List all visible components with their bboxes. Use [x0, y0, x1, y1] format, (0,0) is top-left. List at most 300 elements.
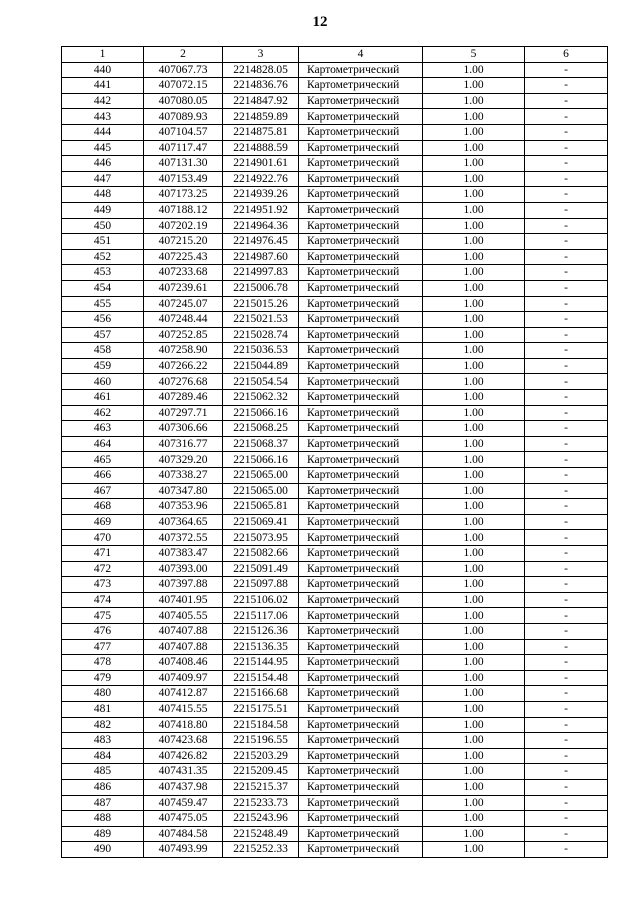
column-header: 5 — [423, 47, 525, 63]
accuracy-cell: 1.00 — [423, 78, 525, 94]
method-cell: Картометрический — [299, 514, 423, 530]
y-coordinate-cell: 2215068.25 — [223, 421, 299, 437]
point-number-cell: 469 — [62, 514, 144, 530]
accuracy-cell: 1.00 — [423, 265, 525, 281]
table-row — [62, 109, 608, 125]
table-row — [62, 608, 608, 624]
table-row — [62, 655, 608, 671]
method-cell: Картометрический — [299, 452, 423, 468]
point-number-cell: 461 — [62, 390, 144, 406]
x-coordinate-cell: 407173.25 — [144, 187, 223, 203]
method-cell: Картометрический — [299, 358, 423, 374]
note-cell: - — [525, 140, 608, 156]
x-coordinate-cell: 407383.47 — [144, 546, 223, 562]
accuracy-cell: 1.00 — [423, 499, 525, 515]
accuracy-cell: 1.00 — [423, 140, 525, 156]
point-number-cell: 473 — [62, 577, 144, 593]
table-row — [62, 249, 608, 265]
y-coordinate-cell: 2215166.68 — [223, 686, 299, 702]
accuracy-cell: 1.00 — [423, 483, 525, 499]
y-coordinate-cell: 2215028.74 — [223, 327, 299, 343]
x-coordinate-cell: 407484.58 — [144, 826, 223, 842]
accuracy-cell: 1.00 — [423, 62, 525, 78]
accuracy-cell: 1.00 — [423, 670, 525, 686]
method-cell: Картометрический — [299, 202, 423, 218]
method-cell: Картометрический — [299, 701, 423, 717]
point-number-cell: 482 — [62, 717, 144, 733]
method-cell: Картометрический — [299, 171, 423, 187]
note-cell: - — [525, 733, 608, 749]
point-number-cell: 451 — [62, 234, 144, 250]
method-cell: Картометрический — [299, 733, 423, 749]
table-row — [62, 530, 608, 546]
note-cell: - — [525, 670, 608, 686]
y-coordinate-cell: 2215117.06 — [223, 608, 299, 624]
x-coordinate-cell: 407372.55 — [144, 530, 223, 546]
y-coordinate-cell: 2214859.89 — [223, 109, 299, 125]
table-row — [62, 62, 608, 78]
accuracy-cell: 1.00 — [423, 733, 525, 749]
y-coordinate-cell: 2214939.26 — [223, 187, 299, 203]
x-coordinate-cell: 407409.97 — [144, 670, 223, 686]
table-row — [62, 343, 608, 359]
table-row — [62, 826, 608, 842]
note-cell: - — [525, 795, 608, 811]
method-cell: Картометрический — [299, 140, 423, 156]
table-body — [62, 62, 608, 857]
y-coordinate-cell: 2215065.00 — [223, 468, 299, 484]
table-row — [62, 779, 608, 795]
x-coordinate-cell: 407426.82 — [144, 748, 223, 764]
note-cell: - — [525, 358, 608, 374]
point-number-cell: 466 — [62, 468, 144, 484]
accuracy-cell: 1.00 — [423, 623, 525, 639]
x-coordinate-cell: 407245.07 — [144, 296, 223, 312]
accuracy-cell: 1.00 — [423, 452, 525, 468]
point-number-cell: 462 — [62, 405, 144, 421]
table-row — [62, 327, 608, 343]
method-cell: Картометрический — [299, 109, 423, 125]
table-row — [62, 577, 608, 593]
y-coordinate-cell: 2215066.16 — [223, 405, 299, 421]
accuracy-cell: 1.00 — [423, 436, 525, 452]
note-cell: - — [525, 124, 608, 140]
accuracy-cell: 1.00 — [423, 655, 525, 671]
note-cell: - — [525, 623, 608, 639]
point-number-cell: 470 — [62, 530, 144, 546]
x-coordinate-cell: 407153.49 — [144, 171, 223, 187]
table-header-row — [62, 47, 608, 63]
x-coordinate-cell: 407475.05 — [144, 811, 223, 827]
point-number-cell: 457 — [62, 327, 144, 343]
point-number-cell: 458 — [62, 343, 144, 359]
y-coordinate-cell: 2215097.88 — [223, 577, 299, 593]
table-row — [62, 78, 608, 94]
accuracy-cell: 1.00 — [423, 109, 525, 125]
table-row — [62, 592, 608, 608]
point-number-cell: 483 — [62, 733, 144, 749]
note-cell: - — [525, 452, 608, 468]
method-cell: Картометрический — [299, 124, 423, 140]
method-cell: Картометрический — [299, 78, 423, 94]
y-coordinate-cell: 2215196.55 — [223, 733, 299, 749]
column-header: 3 — [223, 47, 299, 63]
note-cell: - — [525, 234, 608, 250]
method-cell: Картометрический — [299, 639, 423, 655]
y-coordinate-cell: 2215065.81 — [223, 499, 299, 515]
method-cell: Картометрический — [299, 686, 423, 702]
note-cell: - — [525, 187, 608, 203]
accuracy-cell: 1.00 — [423, 156, 525, 172]
note-cell: - — [525, 202, 608, 218]
point-number-cell: 460 — [62, 374, 144, 390]
method-cell: Картометрический — [299, 779, 423, 795]
point-number-cell: 454 — [62, 280, 144, 296]
y-coordinate-cell: 2215175.51 — [223, 701, 299, 717]
y-coordinate-cell: 2215233.73 — [223, 795, 299, 811]
point-number-cell: 484 — [62, 748, 144, 764]
note-cell: - — [525, 546, 608, 562]
note-cell: - — [525, 374, 608, 390]
note-cell: - — [525, 249, 608, 265]
method-cell: Картометрический — [299, 187, 423, 203]
x-coordinate-cell: 407252.85 — [144, 327, 223, 343]
table-row — [62, 701, 608, 717]
method-cell: Картометрический — [299, 327, 423, 343]
x-coordinate-cell: 407459.47 — [144, 795, 223, 811]
method-cell: Картометрический — [299, 842, 423, 858]
table-row — [62, 187, 608, 203]
table-row — [62, 390, 608, 406]
note-cell: - — [525, 93, 608, 109]
table-row — [62, 436, 608, 452]
table-row — [62, 623, 608, 639]
table-row — [62, 312, 608, 328]
accuracy-cell: 1.00 — [423, 795, 525, 811]
x-coordinate-cell: 407405.55 — [144, 608, 223, 624]
accuracy-cell: 1.00 — [423, 421, 525, 437]
note-cell: - — [525, 312, 608, 328]
table-row — [62, 218, 608, 234]
method-cell: Картометрический — [299, 62, 423, 78]
accuracy-cell: 1.00 — [423, 779, 525, 795]
y-coordinate-cell: 2214997.83 — [223, 265, 299, 281]
table-row — [62, 468, 608, 484]
y-coordinate-cell: 2215044.89 — [223, 358, 299, 374]
x-coordinate-cell: 407258.90 — [144, 343, 223, 359]
accuracy-cell: 1.00 — [423, 468, 525, 484]
x-coordinate-cell: 407407.88 — [144, 623, 223, 639]
accuracy-cell: 1.00 — [423, 530, 525, 546]
note-cell: - — [525, 701, 608, 717]
x-coordinate-cell: 407289.46 — [144, 390, 223, 406]
point-number-cell: 478 — [62, 655, 144, 671]
method-cell: Картометрический — [299, 296, 423, 312]
x-coordinate-cell: 407415.55 — [144, 701, 223, 717]
note-cell: - — [525, 343, 608, 359]
accuracy-cell: 1.00 — [423, 296, 525, 312]
accuracy-cell: 1.00 — [423, 686, 525, 702]
method-cell: Картометрический — [299, 748, 423, 764]
x-coordinate-cell: 407104.57 — [144, 124, 223, 140]
y-coordinate-cell: 2215062.32 — [223, 390, 299, 406]
x-coordinate-cell: 407423.68 — [144, 733, 223, 749]
table-row — [62, 764, 608, 780]
table-row — [62, 202, 608, 218]
table-row — [62, 234, 608, 250]
note-cell: - — [525, 686, 608, 702]
note-cell: - — [525, 639, 608, 655]
point-number-cell: 447 — [62, 171, 144, 187]
note-cell: - — [525, 436, 608, 452]
x-coordinate-cell: 407266.22 — [144, 358, 223, 374]
note-cell: - — [525, 421, 608, 437]
y-coordinate-cell: 2215126.36 — [223, 623, 299, 639]
point-number-cell: 455 — [62, 296, 144, 312]
note-cell: - — [525, 655, 608, 671]
table-row — [62, 546, 608, 562]
point-number-cell: 456 — [62, 312, 144, 328]
method-cell: Картометрический — [299, 390, 423, 406]
point-number-cell: 487 — [62, 795, 144, 811]
point-number-cell: 475 — [62, 608, 144, 624]
y-coordinate-cell: 2215091.49 — [223, 561, 299, 577]
table-row — [62, 358, 608, 374]
accuracy-cell: 1.00 — [423, 405, 525, 421]
y-coordinate-cell: 2215073.95 — [223, 530, 299, 546]
method-cell: Картометрический — [299, 343, 423, 359]
point-number-cell: 472 — [62, 561, 144, 577]
note-cell: - — [525, 405, 608, 421]
method-cell: Картометрический — [299, 811, 423, 827]
y-coordinate-cell: 2214976.45 — [223, 234, 299, 250]
point-number-cell: 488 — [62, 811, 144, 827]
point-number-cell: 476 — [62, 623, 144, 639]
x-coordinate-cell: 407225.43 — [144, 249, 223, 265]
table-row — [62, 124, 608, 140]
y-coordinate-cell: 2214847.92 — [223, 93, 299, 109]
y-coordinate-cell: 2215106.02 — [223, 592, 299, 608]
method-cell: Картометрический — [299, 546, 423, 562]
table-row — [62, 171, 608, 187]
accuracy-cell: 1.00 — [423, 639, 525, 655]
x-coordinate-cell: 407437.98 — [144, 779, 223, 795]
note-cell: - — [525, 811, 608, 827]
table-row — [62, 733, 608, 749]
method-cell: Картометрический — [299, 93, 423, 109]
point-number-cell: 450 — [62, 218, 144, 234]
note-cell: - — [525, 62, 608, 78]
table-row — [62, 374, 608, 390]
accuracy-cell: 1.00 — [423, 124, 525, 140]
accuracy-cell: 1.00 — [423, 561, 525, 577]
accuracy-cell: 1.00 — [423, 312, 525, 328]
x-coordinate-cell: 407188.12 — [144, 202, 223, 218]
accuracy-cell: 1.00 — [423, 358, 525, 374]
x-coordinate-cell: 407408.46 — [144, 655, 223, 671]
y-coordinate-cell: 2215015.26 — [223, 296, 299, 312]
point-number-cell: 442 — [62, 93, 144, 109]
method-cell: Картометрический — [299, 670, 423, 686]
y-coordinate-cell: 2215136.35 — [223, 639, 299, 655]
method-cell: Картометрический — [299, 374, 423, 390]
point-number-cell: 441 — [62, 78, 144, 94]
accuracy-cell: 1.00 — [423, 374, 525, 390]
y-coordinate-cell: 2215144.95 — [223, 655, 299, 671]
x-coordinate-cell: 407412.87 — [144, 686, 223, 702]
method-cell: Картометрический — [299, 280, 423, 296]
x-coordinate-cell: 407401.95 — [144, 592, 223, 608]
point-number-cell: 459 — [62, 358, 144, 374]
y-coordinate-cell: 2215069.41 — [223, 514, 299, 530]
y-coordinate-cell: 2214836.76 — [223, 78, 299, 94]
y-coordinate-cell: 2214888.59 — [223, 140, 299, 156]
method-cell: Картометрический — [299, 468, 423, 484]
x-coordinate-cell: 407117.47 — [144, 140, 223, 156]
table-row — [62, 561, 608, 577]
column-header: 2 — [144, 47, 223, 63]
point-number-cell: 452 — [62, 249, 144, 265]
table-row — [62, 296, 608, 312]
note-cell: - — [525, 530, 608, 546]
note-cell: - — [525, 78, 608, 94]
y-coordinate-cell: 2215054.54 — [223, 374, 299, 390]
point-number-cell: 489 — [62, 826, 144, 842]
method-cell: Картометрический — [299, 623, 423, 639]
column-header: 4 — [299, 47, 423, 63]
table-row — [62, 483, 608, 499]
method-cell: Картометрический — [299, 405, 423, 421]
note-cell: - — [525, 779, 608, 795]
x-coordinate-cell: 407239.61 — [144, 280, 223, 296]
accuracy-cell: 1.00 — [423, 701, 525, 717]
table-row — [62, 842, 608, 858]
y-coordinate-cell: 2215065.00 — [223, 483, 299, 499]
note-cell: - — [525, 717, 608, 733]
y-coordinate-cell: 2215203.29 — [223, 748, 299, 764]
point-number-cell: 448 — [62, 187, 144, 203]
method-cell: Картометрический — [299, 577, 423, 593]
x-coordinate-cell: 407347.80 — [144, 483, 223, 499]
accuracy-cell: 1.00 — [423, 764, 525, 780]
y-coordinate-cell: 2215215.37 — [223, 779, 299, 795]
method-cell: Картометрический — [299, 530, 423, 546]
accuracy-cell: 1.00 — [423, 748, 525, 764]
point-number-cell: 445 — [62, 140, 144, 156]
note-cell: - — [525, 218, 608, 234]
y-coordinate-cell: 2215243.96 — [223, 811, 299, 827]
note-cell: - — [525, 327, 608, 343]
method-cell: Картометрический — [299, 764, 423, 780]
point-number-cell: 443 — [62, 109, 144, 125]
accuracy-cell: 1.00 — [423, 171, 525, 187]
method-cell: Картометрический — [299, 483, 423, 499]
x-coordinate-cell: 407080.05 — [144, 93, 223, 109]
method-cell: Картометрический — [299, 561, 423, 577]
method-cell: Картометрический — [299, 312, 423, 328]
point-number-cell: 446 — [62, 156, 144, 172]
method-cell: Картометрический — [299, 608, 423, 624]
accuracy-cell: 1.00 — [423, 93, 525, 109]
x-coordinate-cell: 407089.93 — [144, 109, 223, 125]
page-number: 12 — [312, 14, 328, 30]
point-number-cell: 479 — [62, 670, 144, 686]
point-number-cell: 467 — [62, 483, 144, 499]
accuracy-cell: 1.00 — [423, 826, 525, 842]
method-cell: Картометрический — [299, 265, 423, 281]
x-coordinate-cell: 407338.27 — [144, 468, 223, 484]
note-cell: - — [525, 156, 608, 172]
point-number-cell: 471 — [62, 546, 144, 562]
x-coordinate-cell: 407329.20 — [144, 452, 223, 468]
point-number-cell: 453 — [62, 265, 144, 281]
point-number-cell: 463 — [62, 421, 144, 437]
x-coordinate-cell: 407297.71 — [144, 405, 223, 421]
x-coordinate-cell: 407316.77 — [144, 436, 223, 452]
note-cell: - — [525, 468, 608, 484]
note-cell: - — [525, 296, 608, 312]
table-row — [62, 717, 608, 733]
y-coordinate-cell: 2215082.66 — [223, 546, 299, 562]
table-row — [62, 140, 608, 156]
accuracy-cell: 1.00 — [423, 717, 525, 733]
point-number-cell: 474 — [62, 592, 144, 608]
method-cell: Картометрический — [299, 436, 423, 452]
y-coordinate-cell: 2214951.92 — [223, 202, 299, 218]
accuracy-cell: 1.00 — [423, 234, 525, 250]
x-coordinate-cell: 407131.30 — [144, 156, 223, 172]
method-cell: Картометрический — [299, 156, 423, 172]
accuracy-cell: 1.00 — [423, 187, 525, 203]
y-coordinate-cell: 2214922.76 — [223, 171, 299, 187]
table-row — [62, 265, 608, 281]
y-coordinate-cell: 2214901.61 — [223, 156, 299, 172]
table-row — [62, 499, 608, 515]
note-cell: - — [525, 514, 608, 530]
table-row — [62, 639, 608, 655]
column-header: 1 — [62, 47, 144, 63]
y-coordinate-cell: 2215248.49 — [223, 826, 299, 842]
y-coordinate-cell: 2215068.37 — [223, 436, 299, 452]
x-coordinate-cell: 407407.88 — [144, 639, 223, 655]
method-cell: Картометрический — [299, 826, 423, 842]
accuracy-cell: 1.00 — [423, 811, 525, 827]
point-number-cell: 477 — [62, 639, 144, 655]
table-row — [62, 421, 608, 437]
x-coordinate-cell: 407431.35 — [144, 764, 223, 780]
note-cell: - — [525, 592, 608, 608]
point-number-cell: 490 — [62, 842, 144, 858]
note-cell: - — [525, 608, 608, 624]
table-row — [62, 795, 608, 811]
accuracy-cell: 1.00 — [423, 546, 525, 562]
point-number-cell: 444 — [62, 124, 144, 140]
accuracy-cell: 1.00 — [423, 218, 525, 234]
method-cell: Картометрический — [299, 249, 423, 265]
table-row — [62, 452, 608, 468]
accuracy-cell: 1.00 — [423, 390, 525, 406]
point-number-cell: 449 — [62, 202, 144, 218]
x-coordinate-cell: 407397.88 — [144, 577, 223, 593]
x-coordinate-cell: 407393.00 — [144, 561, 223, 577]
x-coordinate-cell: 407276.68 — [144, 374, 223, 390]
note-cell: - — [525, 577, 608, 593]
method-cell: Картометрический — [299, 592, 423, 608]
note-cell: - — [525, 109, 608, 125]
point-number-cell: 440 — [62, 62, 144, 78]
y-coordinate-cell: 2214828.05 — [223, 62, 299, 78]
accuracy-cell: 1.00 — [423, 280, 525, 296]
